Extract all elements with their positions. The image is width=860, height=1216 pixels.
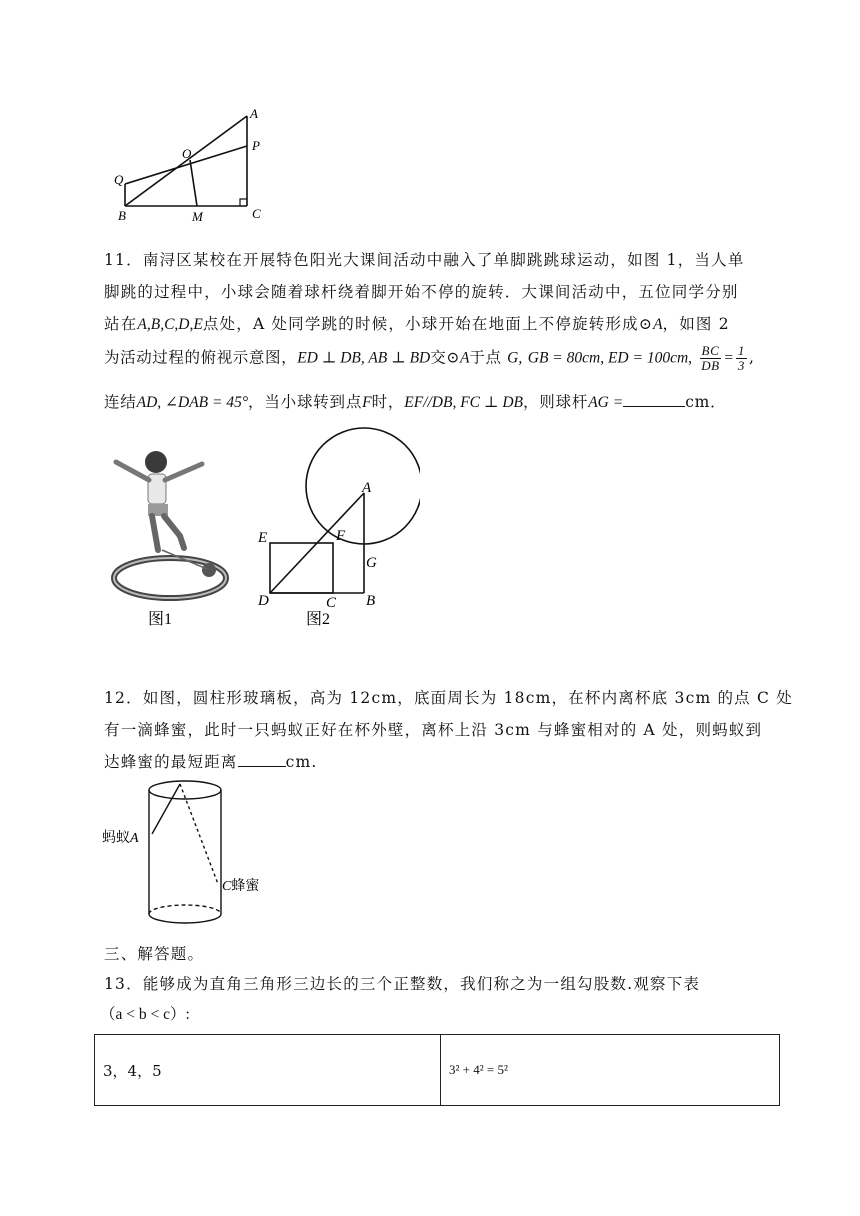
fig2-label-E: E [258,530,268,546]
fraction-one-third: $\frac{1}{3}$ [737,343,745,373]
fig2-label-C: C [326,595,337,611]
label-C: C [252,206,261,221]
label-B: B [118,208,126,223]
label-O: O [182,146,192,161]
ant-label: 蚂蚁A [102,831,139,846]
q12-line2: 有一滴蜂蜜，此时一只蚂蚁正好在杯外壁，离杯上沿 3cm 与蜂蜜相对的 A 处，则蚂蚁到 [104,721,763,739]
triple-cell: 3，4，5 [95,1035,441,1106]
label-Q: Q [114,172,124,187]
equation-cell: 3² + 4² = 5² [441,1035,780,1106]
figure2-caption: 图2 [305,611,331,628]
table-row [95,1035,780,1106]
fig2-label-G: G [366,555,377,571]
fig2-label-D: D [258,593,269,609]
honey-label: C蜂蜜 [222,879,260,894]
q13-line1: 13．能够成为直角三角形三边长的三个正整数，我们称之为一组勾股数.观察下表 [104,975,701,993]
label-A: A [250,106,258,121]
figure1-caption: 图1 [147,611,173,628]
figure2-top-view-diagram [250,412,420,632]
q11-line2: 脚跳的过程中，小球会随着球杆绕着脚开始不停的旋转．大课间活动中，五位同学分别 [104,283,739,301]
pythagorean-table [94,1034,780,1106]
section3-heading: 三、解答题。 [104,945,205,963]
fig2-label-F: F [336,528,346,544]
fig2-label-A: A [362,480,372,496]
q11-line4: 为活动过程的俯视示意图，ED ⊥ DB, AB ⊥ BD交⊙A于点 G, GB = 80cm, ED = 100cm, $\frac{BC}{DB}$ = $\frac{1}{3}$ , [104,343,755,373]
q12-line1: 12．如图，圆柱形玻璃板，高为 12cm，底面周长为 18cm，在杯内离杯底 3cm 的点 C 处 [104,689,793,707]
q11-answer-blank[interactable] [623,392,685,407]
label-P: P [252,138,260,153]
q11-line3: 站在A,B,C,D,E点处，A 处同学跳的时候，小球开始在地面上不停旋转形成⊙A，如图 2 [104,315,730,333]
cylinder-figure-q12 [100,778,290,928]
q12-line3: 达蜂蜜的最短距离 cm. [104,753,318,771]
fig2-label-B: B [366,593,376,609]
fraction-bc-db: $\frac{BC}{DB}$ [701,343,720,373]
figure1-jumping-girl-illustration [104,432,240,642]
q11-line5: 连结AD, ∠DAB = 45°，当小球转到点F时，EF//DB, FC ⊥ DB，则球杆AG = cm． [104,393,727,411]
geometry-figure-q10 [110,104,280,232]
q11-line1: 11．南浔区某校在开展特色阳光大课间活动中融入了单脚跳跳球运动，如图 1，当人单 [104,251,745,269]
q13-line2: （a < b < c）: [100,1006,190,1023]
label-M: M [192,209,203,224]
q12-answer-blank[interactable] [238,752,286,767]
